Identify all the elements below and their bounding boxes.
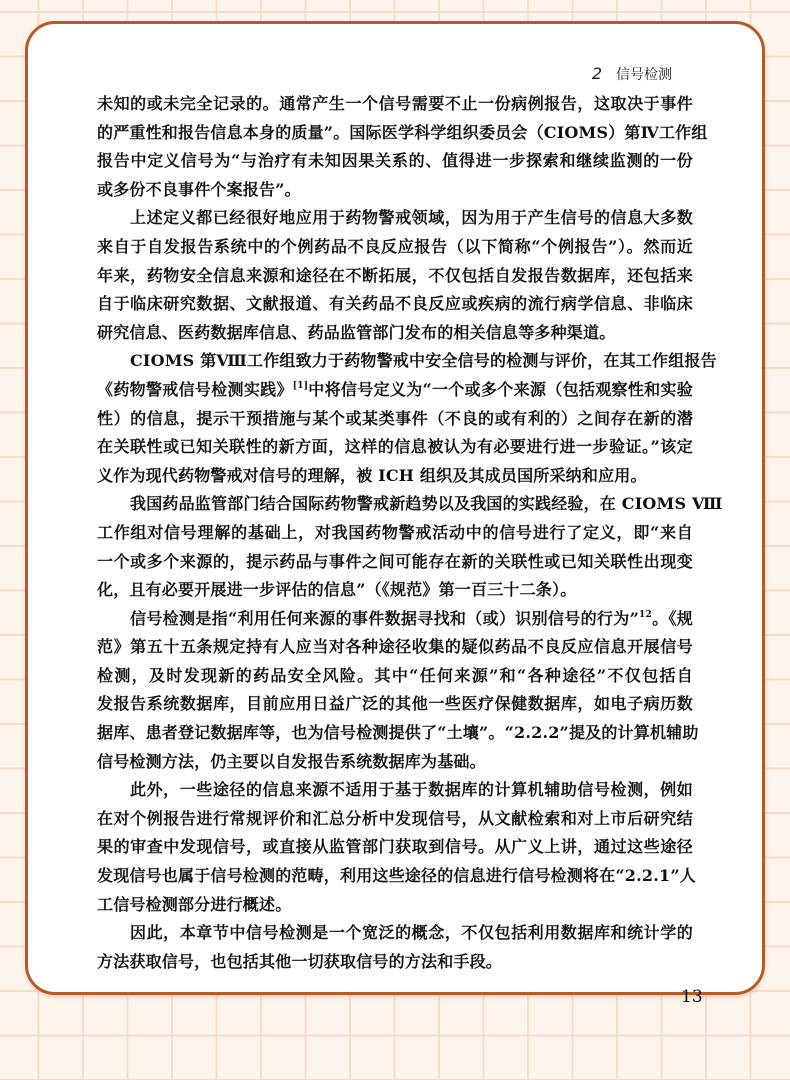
paragraph [97,605,699,777]
text-segment: 《药物警戒信号检测实践》 [97,379,293,399]
text-line: 义作为现代药物警戒对信号的理解，被 ICH 组织及其成员国所采纳和应用。 [97,465,647,485]
text-line: 我国药品监管部门结合国际药物警戒新趋势以及我国的实践经验，在 CIOMS Ⅷ [130,494,723,514]
text-line: 上述定义都已经很好地应用于药物警戒领域，因为用于产生信号的信息大多数 [130,208,693,228]
paragraph [97,90,708,204]
paragraph [97,347,717,490]
text-line: 信号检测方法，仍主要以自发报告系统数据库为基础。 [97,751,486,771]
running-header [592,64,672,84]
text-line: 因此，本章节中信号检测是一个宽泛的概念，不仅包括利用数据库和统计学的 [130,923,693,943]
paragraph [97,204,693,347]
text-line: CIOMS 第Ⅷ工作组致力于药物警戒中安全信号的检测与评价，在其工作组报告 [130,351,717,371]
citation-reference: 12 [639,609,652,620]
text-segment: 。《规 [651,608,693,628]
text-segment: 中将信号定义为“一个或多个来源（包括观察性和实验 [308,379,693,399]
text-line: 在关联性或已知关联性的新方面，这样的信息被认为有必要进行进一步验证。”该定 [97,437,693,457]
text-line: 性）的信息，提示干预措施与某个或某类事件（不良的或有利的）之间存在新的潜 [97,408,693,428]
page-number: 13 [681,987,703,1007]
text-line: 一个或多个来源的，提示药品与事件之间可能存在新的关联性或已知关联性出现变 [97,551,693,571]
chapter-title: 信号检测 [616,67,672,83]
text-line [97,376,693,405]
text-line: 发报告系统数据库，目前应用日益广泛的其他一些医疗保健数据库，如电子病历数 [97,694,693,714]
text-line: 或多份不良事件个案报告”。 [97,179,301,199]
paragraph [97,919,693,976]
text-line: 未知的或未完全记录的。通常产生一个信号需要不止一份病例报告，这取决于事件 [97,94,693,113]
text-line: 研究信息、医药数据库信息、药品监管部门发布的相关信息等多种渠道。 [97,322,616,342]
text-line: 自于临床研究数据、文献报道、有关药品不良反应或疾病的流行病学信息、非临床 [97,294,693,314]
text-line: 在对个例报告进行常规评价和汇总分析中发现信号，从文献检索和对上市后研究结 [97,808,693,828]
chapter-number: 2 [591,64,602,83]
text-line: 检测，及时发现新的药品安全风险。其中“任何来源”和“各种途径”不仅包括自 [97,665,693,685]
text-line: 方法获取信号，也包括其他一切获取信号的方法和手段。 [97,951,503,971]
body-text [97,90,723,976]
text-line: 范》第五十五条规定持有人应当对各种途径收集的疑似药品不良反应信息开展信号 [97,637,693,657]
citation-reference: [1] [292,380,309,391]
text-line: 报告中定义信号为“与治疗有未知因果关系的、值得进一步探索和继续监测的一份 [97,151,693,171]
text-segment: 信号检测是指“利用任何来源的事件数据寻找和（或）识别信号的行为” [130,608,640,628]
text-line: 年来，药物安全信息来源和途径在不断拓展，不仅包括自发报告数据库，还包括来 [97,265,693,285]
text-line [97,605,693,634]
paragraph [97,490,723,604]
text-line: 发现信号也属于信号检测的范畴，利用这些途径的信息进行信号检测将在“2.2.1”人 [97,866,696,886]
paragraph [97,776,696,919]
text-line: 工信号检测部分进行概述。 [97,894,292,914]
text-line: 的严重性和报告信息本身的质量”。国际医学科学组织委员会（CIOMS）第Ⅳ工作组 [97,122,708,142]
text-line: 来自于自发报告系统中的个例药品不良反应报告（以下简称“个例报告”）。然而近 [97,236,693,256]
text-line: 此外，一些途径的信息来源不适用于基于数据库的计算机辅助信号检测，例如 [130,780,693,800]
text-line: 果的审查中发现信号，或直接从监管部门获取到信号。从广义上讲，通过这些途径 [97,837,693,857]
text-line: 据库、患者登记数据库等，也为信号检测提供了“土壤”。“2.2.2”提及的计算机辅助 [97,723,699,743]
text-line: 化，且有必要开展进一步评估的信息”（《规范》第一百三十二条）。 [97,580,577,600]
text-line: 工作组对信号理解的基础上，对我国药物警戒活动中的信号进行了定义，即“来自 [97,522,693,542]
